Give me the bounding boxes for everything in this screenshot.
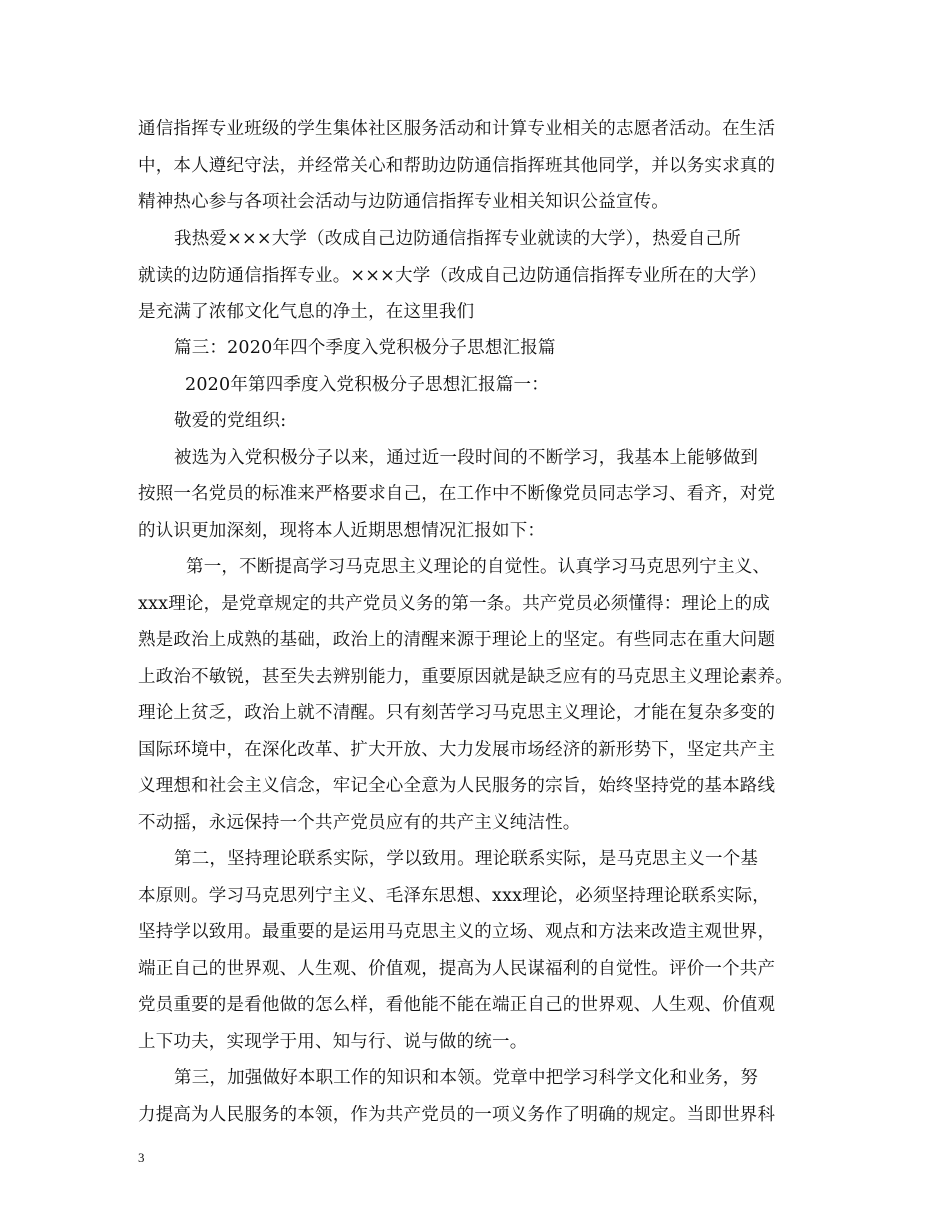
paragraph-line: 的认识更加深刻，现将本人近期思想情况汇报如下： — [138, 521, 546, 541]
salutation: 敬爱的党组织: — [174, 411, 287, 431]
page-number: 3 — [138, 1150, 145, 1165]
paragraph-line: 第二，坚持理论联系实际，学以致用。理论联系实际，是马克思主义一个基 — [174, 849, 759, 869]
paragraph-line: 上政治不敏锐，甚至失去辨别能力，重要原因就是缺乏应有的马克思主义理论素养。 — [138, 667, 793, 687]
paragraph-line: 被选为入党积极分子以来，通过近一段时间的不断学习，我基本上能够做到 — [174, 448, 759, 468]
paragraph-line: 党员重要的是看他做的怎么样，看他能不能在端正自己的世界观、人生观、价值观 — [138, 995, 776, 1015]
paragraph-line: 不动摇，永远保持一个共产党员应有的共产主义纯洁性。 — [138, 813, 581, 833]
paragraph-line: 本原则。学习马克思列宁主义、毛泽东思想、xxx理论，必须坚持理论联系实际， — [138, 886, 771, 906]
paragraph-line: 上下功夫，实现学于用、知与行、说与做的统一。 — [138, 1032, 528, 1052]
paragraph-line: 国际环境中，在深化改革、扩大开放、大力发展市场经济的新形势下，坚定共产主 — [138, 740, 776, 760]
paragraph-line: 精神热心参与各项社会活动与边防通信指挥专业相关知识公益宣传。 — [138, 192, 669, 212]
section-heading: 篇三：2020年四个季度入党积极分子思想汇报篇 — [174, 338, 556, 358]
paragraph-line: 理论上贫乏，政治上就不清醒。只有刻苦学习马克思主义理论，才能在复杂多变的 — [138, 703, 776, 723]
paragraph-line: 就读的边防通信指挥专业。×××大学（改成自己边防通信指挥专业所在的大学） — [138, 266, 767, 286]
paragraph-line: 坚持学以致用。最重要的是运用马克思主义的立场、观点和方法来改造主观世界， — [138, 922, 776, 942]
paragraph-line: 熟是政治上成熟的基础，政治上的清醒来源于理论上的坚定。有些同志在重大问题 — [138, 630, 776, 650]
paragraph-line: 义理想和社会主义信念，牢记全心全意为人民服务的宗旨，始终坚持党的基本路线 — [138, 776, 776, 796]
paragraph-line: xxx理论，是党章规定的共产党员义务的第一条。共产党员必须懂得：理论上的成 — [138, 594, 771, 614]
paragraph-line: 按照一名党员的标准来严格要求自己，在工作中不断像党员同志学习、看齐，对党 — [138, 484, 776, 504]
paragraph-line: 力提高为人民服务的本领，作为共产党员的一项义务作了明确的规定。当即世界科 — [138, 1105, 776, 1125]
paragraph-line: 通信指挥专业班级的学生集体社区服务活动和计算专业相关的志愿者活动。在生活 — [138, 119, 776, 139]
paragraph-line: 第一，不断提高学习马克思主义理论的自觉性。认真学习马克思列宁主义、 — [186, 557, 771, 577]
paragraph-line: 第三，加强做好本职工作的知识和本领。党章中把学习科学文化和业务，努 — [174, 1068, 759, 1088]
paragraph-line: 端正自己的世界观、人生观、价值观，提高为人民谋福利的自觉性。评价一个共产 — [138, 959, 776, 979]
paragraph-line: 中，本人遵纪守法，并经常关心和帮助边防通信指挥班其他同学，并以务实求真的 — [138, 156, 776, 176]
paragraph-line: 是充满了浓郁文化气息的净土，在这里我们 — [138, 302, 475, 322]
paragraph-line: 我热爱×××大学（改成自己边防通信指挥专业就读的大学），热爱自己所 — [174, 229, 741, 249]
subsection-heading: 2020年第四季度入党积极分子思想汇报篇一： — [185, 375, 549, 395]
